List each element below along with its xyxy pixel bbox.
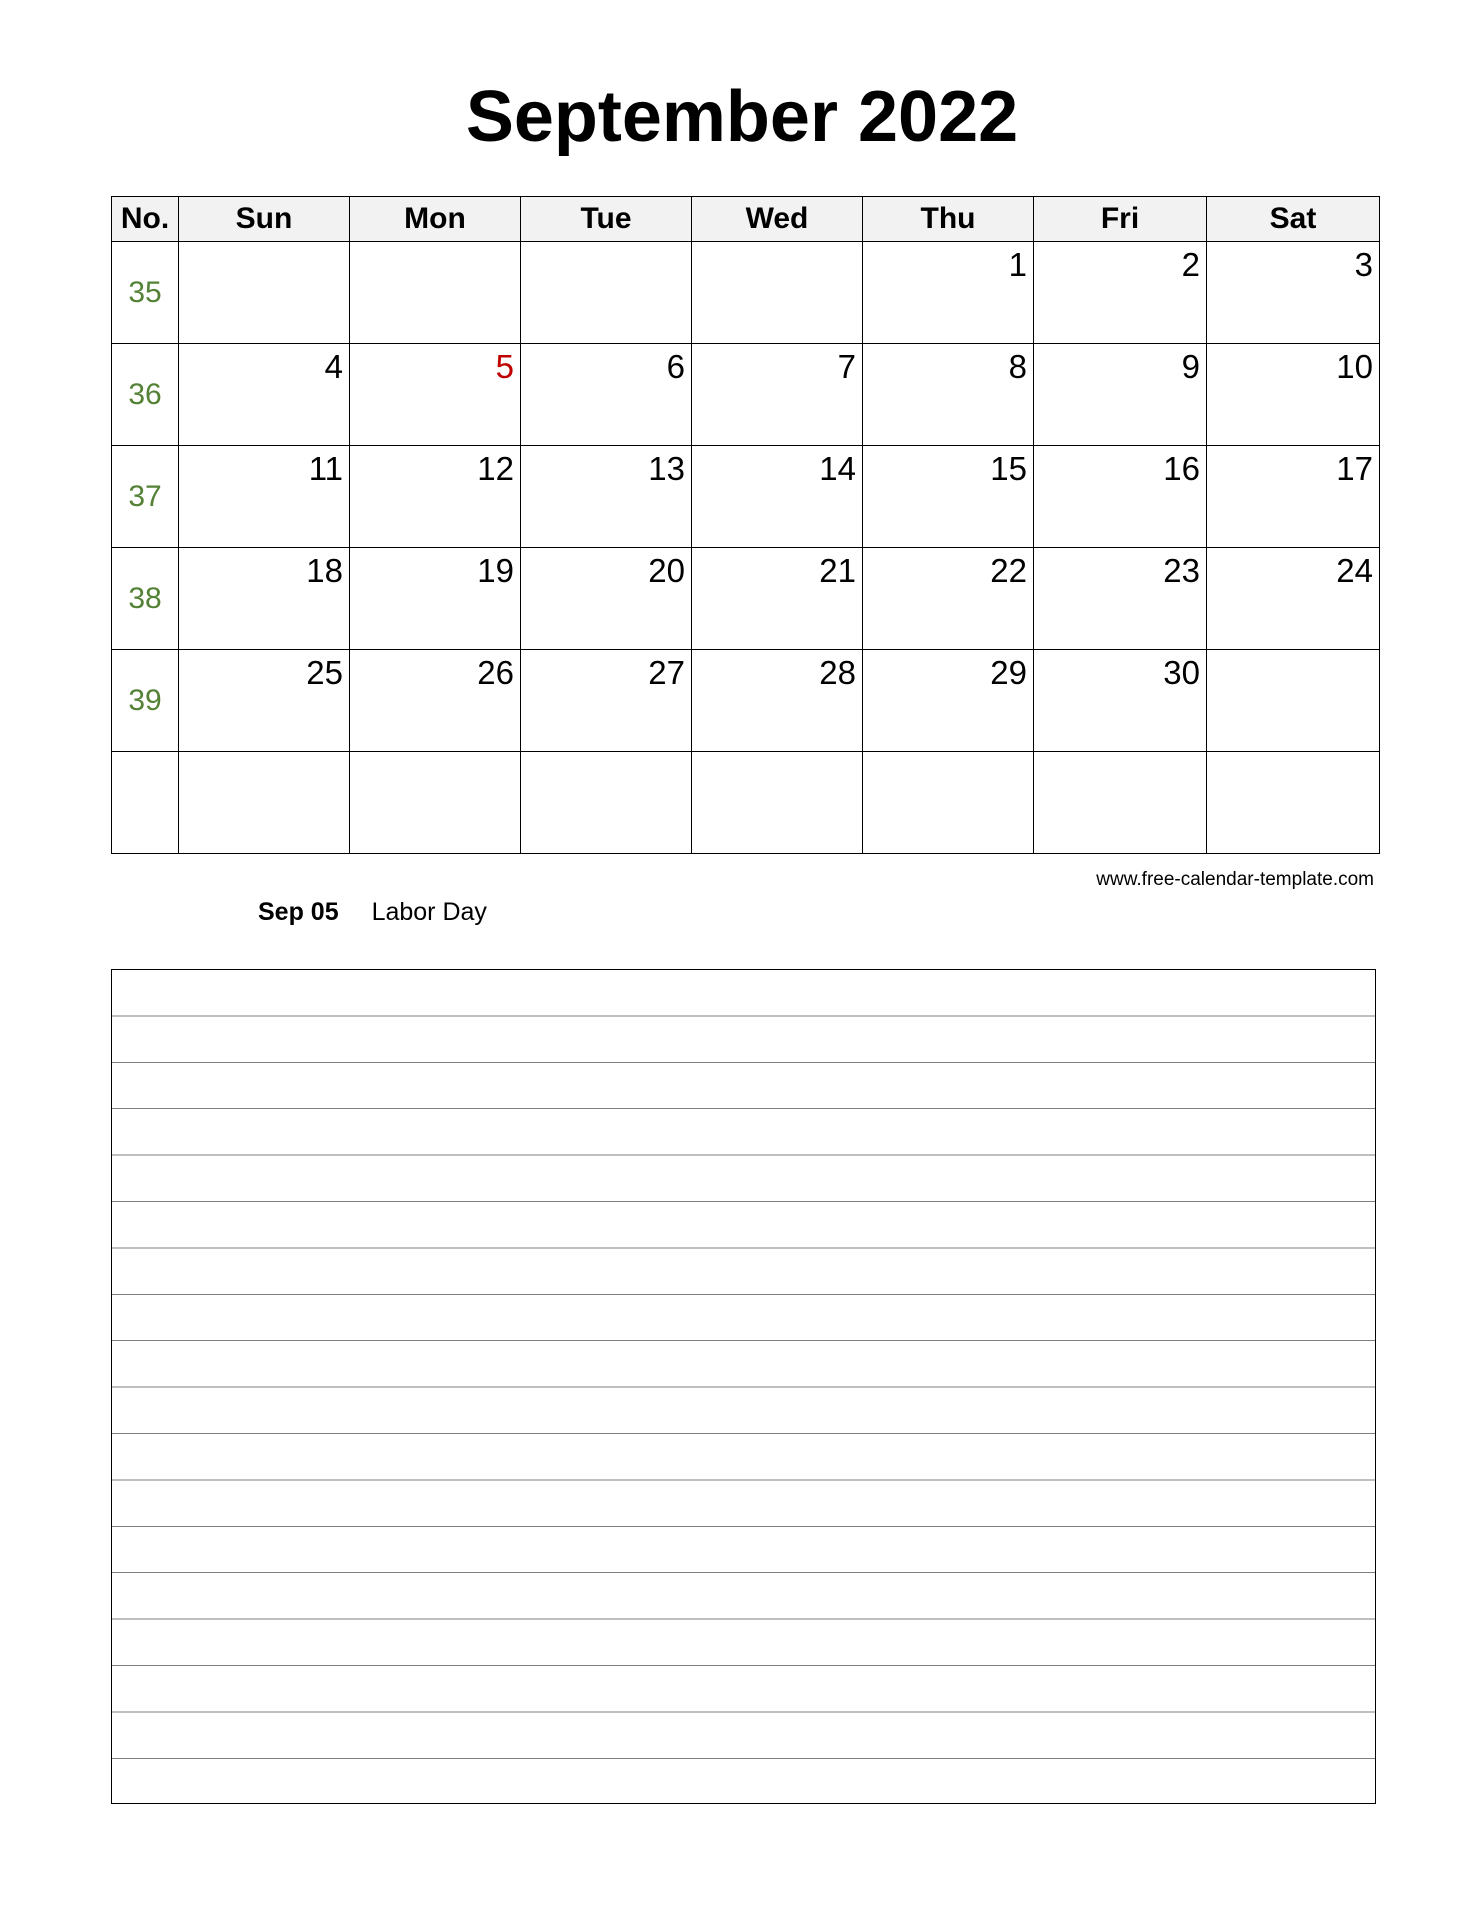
website-url: www.free-calendar-template.com (1096, 869, 1374, 890)
day-cell (1207, 344, 1380, 446)
day-cell-holiday (350, 344, 521, 446)
day-cell (863, 242, 1034, 344)
day-number (1200, 778, 1206, 782)
header-week-number: No. (112, 197, 179, 242)
day-cell (692, 752, 863, 854)
day-number: 10 (1336, 348, 1373, 385)
day-cell (350, 650, 521, 752)
day-number (343, 268, 349, 272)
header-sun: Sun (179, 197, 350, 242)
day-cell (1207, 548, 1380, 650)
week-number (112, 752, 179, 854)
day-number: 27 (648, 654, 685, 691)
day-cell (1034, 344, 1207, 446)
day-cell (863, 548, 1034, 650)
day-number: 30 (1163, 654, 1200, 691)
day-cell (521, 752, 692, 854)
header-mon: Mon (350, 197, 521, 242)
holiday-entry (258, 898, 487, 927)
holiday-name: Labor Day (371, 898, 487, 926)
day-number: 26 (477, 654, 514, 691)
day-cell (692, 242, 863, 344)
day-number: 21 (819, 552, 856, 589)
day-number: 29 (990, 654, 1027, 691)
day-cell (1034, 752, 1207, 854)
day-number: 16 (1163, 450, 1200, 487)
day-cell (1207, 446, 1380, 548)
day-cell (863, 446, 1034, 548)
day-cell (692, 344, 863, 446)
week-row (112, 344, 1380, 446)
week-row (112, 446, 1380, 548)
day-cell (521, 344, 692, 446)
day-cell (1034, 548, 1207, 650)
day-cell (1207, 650, 1380, 752)
week-row (112, 752, 1380, 854)
day-number (856, 268, 862, 272)
day-number: 8 (1008, 348, 1027, 385)
day-cell (1034, 446, 1207, 548)
header-tue: Tue (521, 197, 692, 242)
day-cell (179, 344, 350, 446)
day-number: 7 (837, 348, 856, 385)
day-number: 20 (648, 552, 685, 589)
day-cell (350, 446, 521, 548)
day-cell (1034, 242, 1207, 344)
day-number: 28 (819, 654, 856, 691)
week-number: 39 (112, 650, 179, 752)
notes-lined-area (111, 969, 1376, 1804)
day-number: 15 (990, 450, 1027, 487)
day-number: 25 (306, 654, 343, 691)
day-number (1373, 778, 1379, 782)
day-cell (863, 752, 1034, 854)
week-row (112, 650, 1380, 752)
weekday-header-row (112, 197, 1380, 242)
day-number (856, 778, 862, 782)
day-cell (350, 242, 521, 344)
day-number: 6 (666, 348, 685, 385)
day-number: 11 (308, 450, 343, 487)
week-number: 36 (112, 344, 179, 446)
day-cell (179, 752, 350, 854)
day-number (514, 268, 520, 272)
day-cell (692, 650, 863, 752)
week-row (112, 548, 1380, 650)
header-wed: Wed (692, 197, 863, 242)
day-cell (863, 344, 1034, 446)
day-cell (863, 650, 1034, 752)
week-row (112, 242, 1380, 344)
calendar-title: September 2022 (465, 77, 1019, 157)
day-cell (179, 650, 350, 752)
day-cell (1207, 752, 1380, 854)
header-sat: Sat (1207, 197, 1380, 242)
header-thu: Thu (863, 197, 1034, 242)
week-number: 35 (112, 242, 179, 344)
day-number (685, 778, 691, 782)
day-number: 23 (1163, 552, 1200, 589)
week-number: 38 (112, 548, 179, 650)
day-number: 2 (1181, 246, 1200, 283)
day-number (1373, 676, 1379, 680)
day-number (343, 778, 349, 782)
day-cell (521, 242, 692, 344)
holiday-date: Sep 05 (258, 898, 339, 926)
day-cell (521, 548, 692, 650)
day-cell (350, 752, 521, 854)
day-cell (350, 548, 521, 650)
day-number: 4 (324, 348, 343, 385)
day-cell (179, 548, 350, 650)
day-number: 22 (990, 552, 1027, 589)
day-cell (1034, 650, 1207, 752)
day-number: 14 (819, 450, 856, 487)
day-cell (179, 446, 350, 548)
day-number (1027, 778, 1033, 782)
day-number (685, 268, 691, 272)
header-fri: Fri (1034, 197, 1207, 242)
day-cell (692, 446, 863, 548)
day-cell (521, 446, 692, 548)
day-number: 13 (648, 450, 685, 487)
day-number: 9 (1181, 348, 1200, 385)
day-number (514, 778, 520, 782)
day-number: 19 (477, 552, 514, 589)
day-cell (1207, 242, 1380, 344)
day-cell (692, 548, 863, 650)
day-number: 3 (1354, 246, 1373, 283)
day-cell (179, 242, 350, 344)
week-number: 37 (112, 446, 179, 548)
day-number: 12 (477, 450, 514, 487)
calendar-grid (111, 196, 1380, 854)
day-number: 18 (306, 552, 343, 589)
day-number: 24 (1336, 552, 1373, 589)
day-cell (521, 650, 692, 752)
day-number: 17 (1336, 450, 1373, 487)
day-number: 1 (1008, 246, 1027, 283)
holiday-day-number: 5 (495, 348, 514, 385)
